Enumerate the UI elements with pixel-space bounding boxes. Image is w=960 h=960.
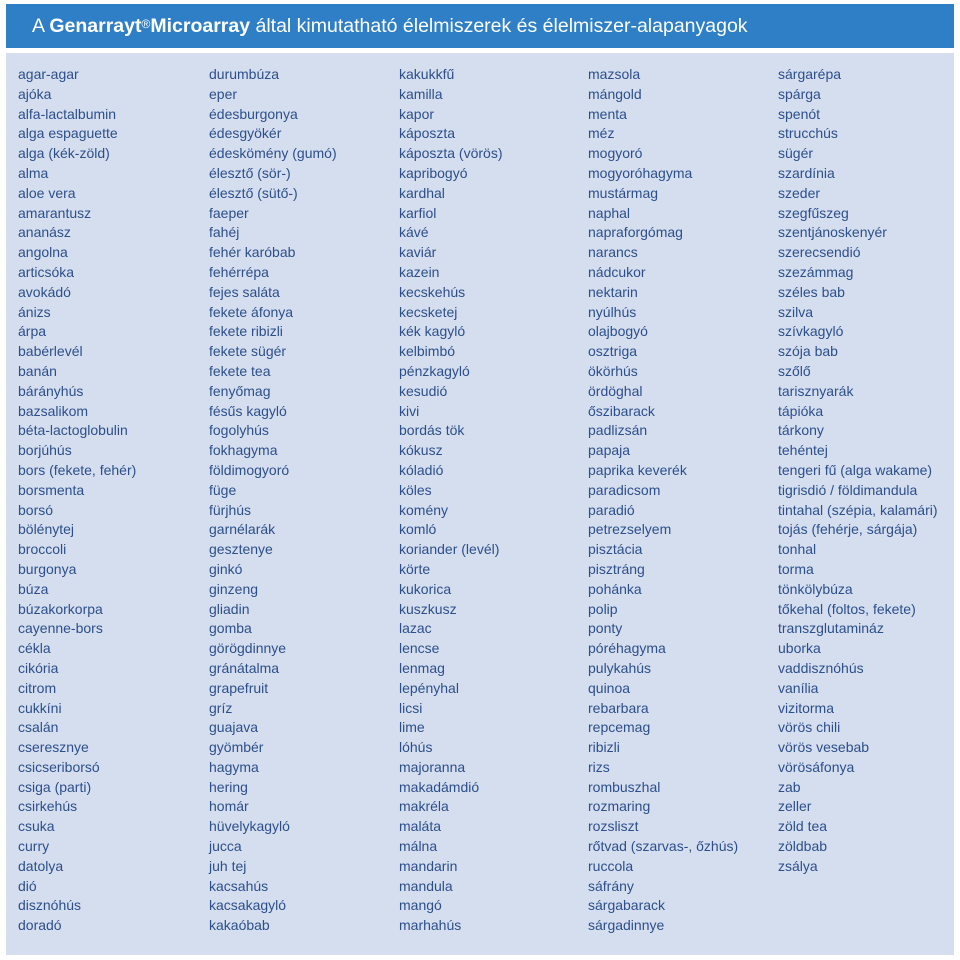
food-item: padlizsán (588, 422, 648, 439)
food-item: tonhal (778, 541, 817, 558)
food-item: széles bab (778, 283, 845, 300)
food-item: garnélarák (209, 521, 276, 538)
food-item: kóladió (399, 461, 444, 478)
food-item: papaja (588, 442, 631, 459)
food-item: tengeri fű (alga wakame) (778, 461, 933, 478)
food-item: csicseriborsó (18, 758, 100, 775)
food-item: gránátalma (209, 659, 280, 676)
food-item: paprika keverék (588, 461, 687, 478)
food-list-panel (6, 53, 954, 955)
food-item: alma (18, 164, 49, 181)
title-banner (6, 4, 954, 48)
food-item: lime (399, 719, 425, 736)
food-item: hagyma (209, 758, 259, 775)
food-item: petrezselyem (588, 521, 672, 538)
food-item: kék kagyló (399, 323, 466, 340)
food-item: zöldbab (778, 838, 828, 855)
food-item: mogyoróhagyma (588, 164, 693, 181)
food-item: olajbogyó (588, 323, 648, 340)
food-item: zeller (778, 798, 812, 815)
food-item: guajava (209, 719, 259, 736)
food-item: szeder (778, 184, 821, 201)
food-item: körte (399, 560, 431, 577)
food-item: hering (209, 778, 248, 795)
food-item: sáfrány (588, 877, 634, 894)
food-item: ördöghal (588, 382, 643, 399)
food-item: vanília (778, 679, 819, 696)
food-item: kecskehús (399, 283, 466, 300)
food-item: tönkölybúza (778, 580, 853, 597)
food-item: zöld tea (778, 818, 828, 835)
food-item: vörösáfonya (778, 758, 855, 775)
food-item: mandarin (399, 857, 458, 874)
food-item: cékla (18, 640, 51, 657)
food-item: polip (588, 600, 618, 617)
food-item: makréla (399, 798, 449, 815)
food-item: fekete sügér (209, 343, 287, 360)
food-item: makadámdió (399, 778, 480, 795)
food-item: pohánka (588, 580, 642, 597)
food-item: torma (778, 560, 814, 577)
food-item: maláta (399, 818, 442, 835)
food-item: kacsakagyló (209, 897, 287, 914)
food-item: búzakorkorpa (18, 600, 103, 617)
food-item: fejes saláta (209, 283, 280, 300)
food-item: pisztácia (588, 541, 643, 558)
food-item: spárga (778, 85, 821, 102)
food-item: uborka (778, 640, 821, 657)
food-item: kuszkusz (399, 600, 457, 617)
food-item: szezámmag (778, 263, 854, 280)
food-item: málna (399, 838, 438, 855)
food-item: sügér (778, 145, 814, 162)
food-item: gríz (209, 699, 233, 716)
food-item: ginkó (209, 560, 243, 577)
food-item: citrom (18, 679, 57, 696)
food-item: pénzkagyló (399, 362, 470, 379)
food-item: homár (209, 798, 249, 815)
food-item: csalán (18, 719, 59, 736)
food-item: faeper (209, 204, 249, 221)
registered-mark: ® (141, 17, 151, 31)
food-item: articsóka (18, 263, 75, 280)
food-item: lencse (399, 640, 440, 657)
food-item: fehér karóbab (209, 244, 296, 261)
food-item: transzglutamináz (778, 620, 884, 637)
food-item: szója bab (778, 343, 838, 360)
food-item: hüvelykagyló (209, 818, 290, 835)
food-item: tigrisdió / földimandula (778, 481, 918, 498)
food-item: szardínia (778, 164, 835, 181)
food-column-5 (778, 65, 938, 877)
food-item: narancs (588, 244, 638, 261)
food-item: aloe vera (18, 184, 76, 201)
food-item: ruccola (588, 857, 634, 874)
food-item: durumbúza (209, 66, 280, 82)
food-item: szőlő (778, 362, 811, 379)
food-item: tőkehal (foltos, fekete) (778, 600, 916, 617)
food-item: fogolyhús (209, 422, 269, 439)
food-item: ajóka (18, 85, 52, 102)
brand-name: Genarrayt (49, 14, 142, 37)
food-item: cayenne-bors (18, 620, 103, 637)
food-item: fürjhús (209, 501, 252, 518)
food-item: komény (399, 501, 449, 518)
food-item: édesgyökér (209, 125, 282, 142)
food-item: gomba (209, 620, 252, 637)
food-item: alga espaguette (18, 125, 118, 142)
food-item: repcemag (588, 719, 651, 736)
food-item: kacsahús (209, 877, 269, 894)
food-item: karfiol (399, 204, 437, 221)
food-item: agar-agar (18, 66, 79, 82)
food-item: ribizli (588, 739, 620, 756)
food-item: szentjánoskenyér (778, 224, 887, 241)
food-item: élesztő (sör-) (209, 164, 291, 181)
food-item: borsó (18, 501, 54, 518)
food-item: rozsliszt (588, 818, 639, 835)
food-item: koriander (levél) (399, 541, 500, 558)
food-item: rizs (588, 758, 610, 775)
food-item: vörös vesebab (778, 739, 870, 756)
food-item: cikória (18, 659, 59, 676)
food-item: borjúhús (18, 442, 72, 459)
food-item: naphal (588, 204, 631, 221)
food-item: avokádó (18, 283, 71, 300)
food-item: káposzta (vörös) (399, 145, 503, 162)
food-item: curry (18, 838, 50, 855)
food-item: paradicsom (588, 481, 661, 498)
food-item: fésűs kagyló (209, 402, 287, 419)
food-item: szegfűszeg (778, 204, 849, 221)
food-item: gyömbér (209, 739, 264, 756)
food-item: füge (209, 481, 237, 498)
food-column-4 (588, 65, 738, 936)
food-item: béta-lactoglobulin (18, 422, 128, 439)
food-item: csiga (parti) (18, 778, 92, 795)
food-item: ökörhús (588, 362, 638, 379)
food-item: mazsola (588, 66, 641, 82)
food-item: datolya (18, 857, 64, 874)
brand-name-2: Microarray (150, 14, 251, 37)
food-item: lenmag (399, 659, 445, 676)
food-item: quinoa (588, 679, 631, 696)
food-item: burgonya (18, 560, 77, 577)
food-item: jucca (209, 838, 242, 855)
food-item: zsálya (778, 857, 818, 874)
food-item: kivi (399, 402, 420, 419)
food-item: bordás tök (399, 422, 465, 439)
food-item: menta (588, 105, 627, 122)
food-item: zab (778, 778, 801, 795)
food-item: strucchús (778, 125, 838, 142)
food-item: csuka (18, 818, 55, 835)
food-column-2 (209, 65, 337, 936)
food-item: nektarin (588, 283, 638, 300)
food-item: tojás (fehérje, sárgája) (778, 521, 918, 538)
food-item: fekete tea (209, 362, 271, 379)
food-item: kardhal (399, 184, 445, 201)
food-item: broccoli (18, 541, 67, 558)
title-prefix: A (32, 14, 50, 37)
food-item: vizitorma (778, 699, 835, 716)
food-item: angolna (18, 244, 68, 261)
food-item: szívkagyló (778, 323, 844, 340)
food-item: bors (fekete, fehér) (18, 461, 137, 478)
food-item: ánizs (18, 303, 51, 320)
food-item: rebarbara (588, 699, 649, 716)
food-item: fehérrépa (209, 263, 269, 280)
food-column-3 (399, 65, 502, 936)
food-item: osztriga (588, 343, 638, 360)
food-item: földimogyoró (209, 461, 290, 478)
food-item: cseresznye (18, 739, 89, 756)
food-item: káposzta (399, 125, 456, 142)
food-item: tápióka (778, 402, 824, 419)
food-item: pulykahús (588, 659, 652, 676)
food-item: tehéntej (778, 442, 828, 459)
food-item: borsmenta (18, 481, 85, 498)
food-item: babérlevél (18, 343, 83, 360)
food-item: kaviár (399, 244, 437, 261)
food-item: rombuszhal (588, 778, 661, 795)
food-item: nyúlhús (588, 303, 637, 320)
food-item: lóhús (399, 739, 433, 756)
food-item: alfa-lactalbumin (18, 105, 117, 122)
food-item: pisztráng (588, 560, 645, 577)
food-item: árpa (18, 323, 47, 340)
food-item: vörös chili (778, 719, 841, 736)
food-item: bárányhús (18, 382, 84, 399)
food-item: sárgabarack (588, 897, 666, 914)
food-item: disznóhús (18, 897, 82, 914)
food-item: majoranna (399, 758, 466, 775)
food-item: nádcukor (588, 263, 646, 280)
food-item: sárgarépa (778, 66, 842, 82)
food-item: ginzeng (209, 580, 259, 597)
food-item: kecsketej (399, 303, 458, 320)
food-item: szerecsendió (778, 244, 861, 261)
food-item: görögdinnye (209, 640, 287, 657)
food-item: ananász (18, 224, 71, 241)
food-item: kakukkfű (399, 66, 455, 82)
food-item: paradió (588, 501, 635, 518)
food-item: komló (399, 521, 437, 538)
food-column-1 (18, 65, 136, 936)
food-item: sárgadinnye (588, 917, 665, 934)
food-item: gesztenye (209, 541, 273, 558)
food-item: spenót (778, 105, 821, 122)
food-item: szilva (778, 303, 814, 320)
food-item: köles (399, 481, 432, 498)
food-item: kakaóbab (209, 917, 270, 934)
food-item: kelbimbó (399, 343, 456, 360)
food-item: rozmaring (588, 798, 651, 815)
food-item: rőtvad (szarvas-, őzhús) (588, 838, 739, 855)
food-item: gliadin (209, 600, 250, 617)
title-text: által kimutatható élelmiszerek és élelmiszer-alapanyagok (250, 14, 748, 37)
food-item: őszibarack (588, 402, 655, 419)
food-item: grapefruit (209, 679, 269, 696)
food-item: mandula (399, 877, 453, 894)
food-item: fenyőmag (209, 382, 271, 399)
food-item: juh tej (209, 857, 247, 874)
food-item: dió (18, 877, 37, 894)
food-item: amarantusz (18, 204, 92, 221)
food-item: marhahús (399, 917, 462, 934)
food-item: kapribogyó (399, 164, 468, 181)
food-item: cukkíni (18, 699, 62, 716)
food-item: tarisznyarák (778, 382, 854, 399)
food-item: licsi (399, 699, 423, 716)
food-item: banán (18, 362, 57, 379)
food-item: kazein (399, 263, 440, 280)
food-item: bazsalikom (18, 402, 89, 419)
food-item: doradó (18, 917, 62, 934)
food-item: méz (588, 125, 615, 142)
food-item: vaddisznóhús (778, 659, 864, 676)
food-item: eper (209, 85, 238, 102)
food-item: póréhagyma (588, 640, 666, 657)
food-item: kókusz (399, 442, 443, 459)
food-item: mángold (588, 85, 642, 102)
food-item: élesztő (sütő-) (209, 184, 298, 201)
food-item: napraforgómag (588, 224, 683, 241)
food-item: alga (kék-zöld) (18, 145, 110, 162)
food-item: ponty (588, 620, 623, 637)
food-item: fekete ribizli (209, 323, 283, 340)
food-item: mustármag (588, 184, 659, 201)
food-item: búza (18, 580, 49, 597)
food-item: kapor (399, 105, 435, 122)
food-item: bölénytej (18, 521, 75, 538)
food-item: édesburgonya (209, 105, 298, 122)
food-item: csirkehús (18, 798, 78, 815)
food-item: kesudió (399, 382, 448, 399)
food-item: fekete áfonya (209, 303, 294, 320)
food-item: tárkony (778, 422, 824, 439)
food-item: lazac (399, 620, 432, 637)
food-item: fokhagyma (209, 442, 278, 459)
food-item: fahéj (209, 224, 240, 241)
food-item: kukorica (399, 580, 452, 597)
food-item: tintahal (szépia, kalamári) (778, 501, 938, 518)
food-item: kávé (399, 224, 429, 241)
food-item: édeskömény (gumó) (209, 145, 337, 162)
food-item: mangó (399, 897, 442, 914)
food-item: kamilla (399, 85, 443, 102)
food-item: lepényhal (399, 679, 459, 696)
food-item: mogyoró (588, 145, 643, 162)
